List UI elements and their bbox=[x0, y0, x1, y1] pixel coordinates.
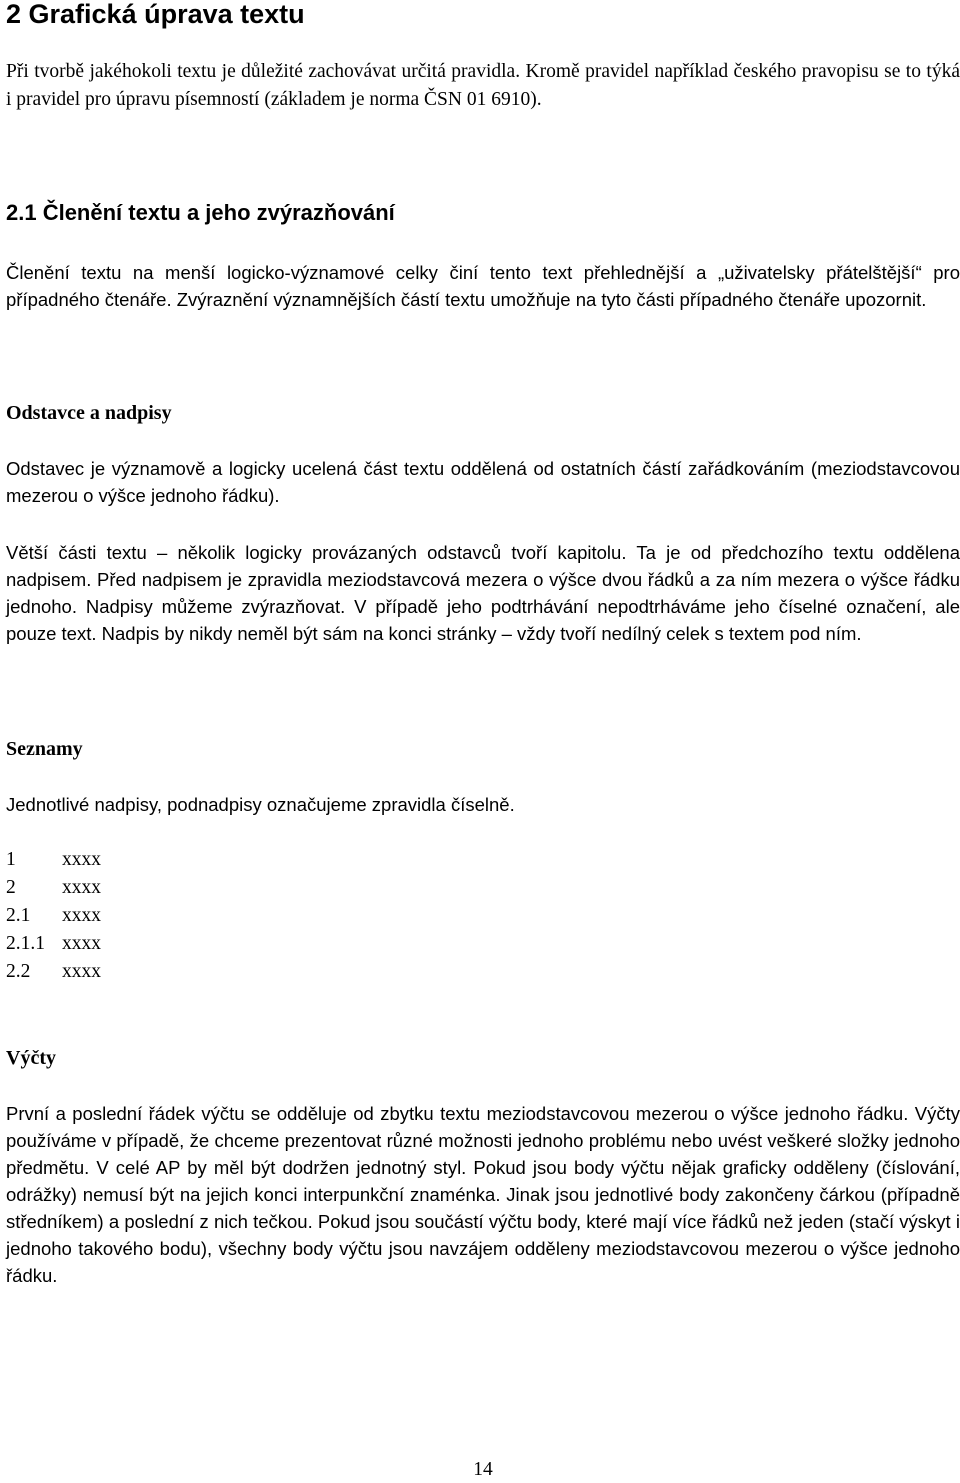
list-item-number: 2.1.1 bbox=[6, 933, 45, 954]
list-item bbox=[6, 902, 101, 930]
list-item bbox=[6, 846, 101, 874]
list-item-text: xxxx bbox=[62, 933, 101, 954]
intro-paragraph: Při tvorbě jakéhokoli textu je důležité zachovávat určitá pravidla. Kromě pravidel například českého pravopisu se to týká i pravidel pro úpravu písemností (základem je norma ČSN 01 6910). bbox=[6, 61, 960, 110]
section-heading-2-1: 2.1 Členění textu a jeho zvýrazňování bbox=[6, 200, 395, 225]
odstavce-paragraph-1: Odstavec je významově a logicky ucelená část textu oddělená od ostatních částí zařádkováním (meziodstavcovou mezerou o výšce jednoho řádku). bbox=[6, 458, 960, 506]
subheading-seznamy: Seznamy bbox=[6, 738, 83, 760]
list-item-number: 2.2 bbox=[6, 961, 31, 982]
page-number: 14 bbox=[473, 1459, 493, 1480]
list-item-text: xxxx bbox=[62, 905, 101, 926]
chapter-heading: 2 Grafická úprava textu bbox=[6, 0, 305, 29]
subheading-vycty: Výčty bbox=[6, 1047, 56, 1069]
list-item bbox=[6, 930, 101, 958]
list-item-number: 1 bbox=[6, 849, 16, 870]
seznamy-paragraph: Jednotlivé nadpisy, podnadpisy označujeme zpravidla číselně. bbox=[6, 794, 515, 815]
section-2-1-paragraph: Členění textu na menší logicko-významové celky činí tento text přehlednější a „uživatelsky přátelštější“ pro případného čtenáře. Zvýraznění významnějších částí textu umožňuje na tyto části případného čtenáře upozornit. bbox=[6, 262, 960, 310]
odstavce-paragraph-2: Větší části textu – několik logicky provázaných odstavců tvoří kapitolu. Ta je od předchozího textu oddělena nadpisem. Před nadpisem je zpravidla meziodstavcová mezera o výšce dvou řádků a za ním mezera o výšce řádku jednoho. Nadpisy můžeme zvýrazňovat. V případě jeho podtrhávání nepodtrháváme jeho číselné označení, ale pouze text. Nadpis by nikdy neměl být sám na konci stránky – vždy tvoří nedílný celek s textem pod ním. bbox=[6, 542, 960, 644]
list-item bbox=[6, 958, 101, 986]
list-item-text: xxxx bbox=[62, 877, 101, 898]
numbered-list bbox=[6, 846, 101, 986]
list-item-number: 2 bbox=[6, 877, 16, 898]
list-item-number: 2.1 bbox=[6, 905, 31, 926]
list-item-text: xxxx bbox=[62, 961, 101, 982]
vycty-paragraph: První a poslední řádek výčtu se odděluje od zbytku textu meziodstavcovou mezerou o výšce jednoho řádku. Výčty používáme v případě, že chceme prezentovat různé možnosti jednoho problému nebo uvést veškeré složky jednoho předmětu. V celé AP by měl být dodržen jednotný styl. Pokud jsou body výčtu nějak graficky odděleny (číslování, odrážky) nemusí být na jejich konci interpunkční znaménka. Jinak jsou jednotlivé body zakončeny čárkou (případně středníkem) a poslední z nich tečkou. Pokud jsou součástí výčtu body, které mají více řádků než jeden (stačí výskyt i jednoho takového bodu), všechny body výčtu jsou navzájem odděleny meziodstavcovou mezerou o výšce jednoho řádku. bbox=[6, 1103, 960, 1286]
list-item-text: xxxx bbox=[62, 849, 101, 870]
subheading-odstavce: Odstavce a nadpisy bbox=[6, 402, 172, 424]
list-item bbox=[6, 874, 101, 902]
